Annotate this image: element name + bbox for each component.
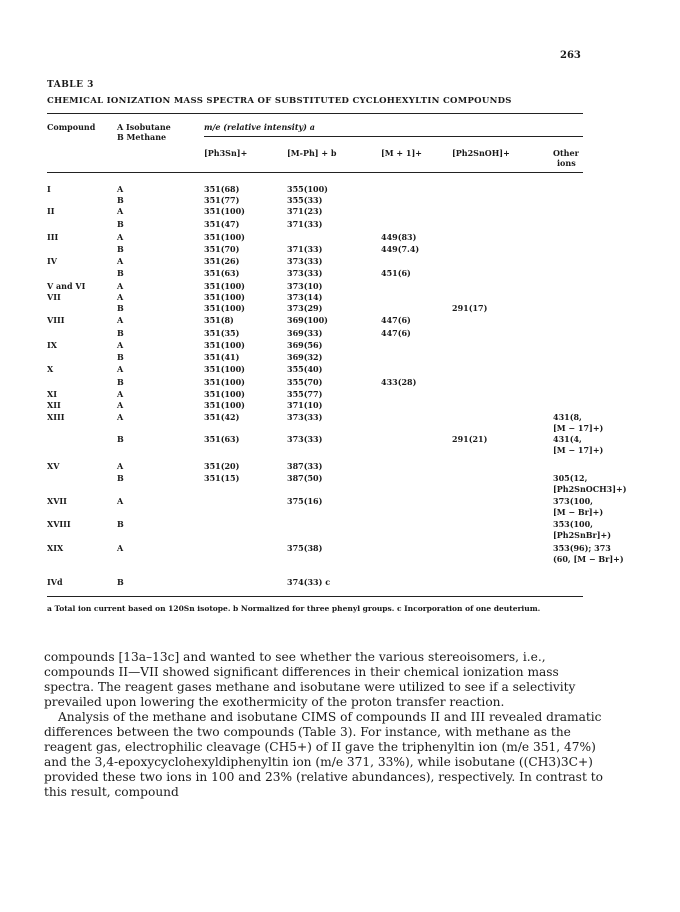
cell-mph: 373(29)	[287, 303, 323, 313]
cell-compound: XIX	[47, 543, 64, 553]
page-number: 263	[560, 50, 581, 61]
cell-compound: I	[47, 184, 51, 194]
cell-ph3sn: 351(100)	[204, 303, 245, 313]
cell-ph3sn: 351(68)	[204, 184, 240, 194]
cell-mph: 355(100)	[287, 184, 328, 194]
cell-reagent: A	[117, 232, 124, 242]
cell-mph: 371(33)	[287, 219, 323, 229]
cell-ph3sn: 351(100)	[204, 389, 245, 399]
cell-mph: 373(14)	[287, 292, 323, 302]
table-header-rule	[47, 172, 583, 173]
cell-ph3sn: 351(26)	[204, 256, 240, 266]
cell-reagent: B	[117, 195, 124, 205]
cell-compound: XVIII	[47, 519, 71, 529]
table-title: CHEMICAL IONIZATION MASS SPECTRA OF SUBSTITUTED CYCLOHEXYLTIN COMPOUNDS	[47, 96, 512, 106]
cell-reagent: B	[117, 434, 124, 444]
header-compound: Compound	[47, 122, 96, 132]
cell-mph: 387(50)	[287, 473, 323, 483]
cell-compound: IVd	[47, 577, 63, 587]
cell-reagent: A	[117, 461, 124, 471]
cell-other-ions: [M − 17]+)	[553, 445, 604, 455]
cell-reagent: A	[117, 292, 124, 302]
table-bottom-rule	[47, 596, 583, 597]
cell-compound: IV	[47, 256, 57, 266]
header-reagent-methane: B Methane	[117, 132, 167, 142]
cell-ph3sn: 351(100)	[204, 281, 245, 291]
cell-reagent: A	[117, 400, 124, 410]
cell-ph3sn: 351(63)	[204, 268, 240, 278]
cell-ph3sn: 351(100)	[204, 340, 245, 350]
header-other-2: ions	[557, 158, 576, 168]
cell-reagent: B	[117, 352, 124, 362]
cell-reagent: B	[117, 219, 124, 229]
cell-reagent: B	[117, 473, 124, 483]
cell-other-ions: [M − 17]+)	[553, 423, 604, 433]
cell-other-ions: 431(8,	[553, 412, 582, 422]
body-paragraph-1: compounds [13a–13c] and wanted to see whether the various stereoisomers, i.e., compounds II—VII showed significant differences in their chemical ionization mass spectra. The reagent gases methane and isobutane were utilized to see if a selectivity prevailed upon lowering the exothermicity of the proton transfer reaction.	[44, 650, 576, 709]
cell-m1: 451(6)	[381, 268, 411, 278]
header-other-1: Other	[553, 148, 579, 158]
cell-other-ions: 431(4,	[553, 434, 582, 444]
cell-reagent: A	[117, 315, 124, 325]
table-label: TABLE 3	[47, 80, 94, 90]
cell-mph: 375(38)	[287, 543, 323, 553]
cell-m1: 447(6)	[381, 315, 411, 325]
header-reagent-isobutane: A Isobutane	[117, 122, 171, 132]
cell-ph3sn: 351(100)	[204, 364, 245, 374]
cell-reagent: B	[117, 377, 124, 387]
cell-reagent: B	[117, 519, 124, 529]
body-paragraph-2: Analysis of the methane and isobutane CIMS of compounds II and III revealed dramatic differences between the two compounds (Table 3). For instance, with methane as the reagent gas, electrophilic cleavage (CH5+) of II gave the triphenyltin ion (m/e 351, 47%) and the 3,4-epoxycyclohexyldiphenyltin ion (m/e 371, 33%), while isobutane ((CH3)3C+) provided these two ions in 100 and 23% (relative abundances), respectively. In contrast to this result, compound	[44, 710, 603, 799]
table-top-rule	[47, 113, 583, 114]
header-m1: [M + 1]+	[381, 148, 422, 158]
header-mph: [M-Ph] + b	[287, 148, 337, 158]
cell-reagent: B	[117, 303, 124, 313]
cell-mph: 369(33)	[287, 328, 323, 338]
cell-reagent: B	[117, 577, 124, 587]
cell-ph3sn: 351(15)	[204, 473, 240, 483]
cell-m1: 449(83)	[381, 232, 417, 242]
cell-compound: XVII	[47, 496, 67, 506]
cell-other-ions: 353(100,	[553, 519, 593, 529]
cell-ph3sn: 351(47)	[204, 219, 240, 229]
cell-ph3sn: 351(77)	[204, 195, 240, 205]
cell-other-ions: 373(100,	[553, 496, 593, 506]
cell-ph2snoh: 291(21)	[452, 434, 488, 444]
cell-reagent: A	[117, 184, 124, 194]
cell-mph: 371(33)	[287, 244, 323, 254]
cell-ph3sn: 351(70)	[204, 244, 240, 254]
cell-mph: 374(33) c	[287, 577, 331, 587]
cell-compound: IX	[47, 340, 57, 350]
cell-reagent: A	[117, 364, 124, 374]
cell-mph: 373(33)	[287, 412, 323, 422]
cell-other-ions: [Ph2SnOCH3]+)	[553, 484, 627, 494]
cell-ph3sn: 351(42)	[204, 412, 240, 422]
cell-ph3sn: 351(100)	[204, 292, 245, 302]
cell-ph3sn: 351(41)	[204, 352, 240, 362]
cell-reagent: A	[117, 340, 124, 350]
cell-other-ions: 305(12,	[553, 473, 588, 483]
cell-ph3sn: 351(8)	[204, 315, 234, 325]
cell-ph2snoh: 291(17)	[452, 303, 488, 313]
cell-compound: VIII	[47, 315, 65, 325]
header-mz: m/e (relative intensity) a	[204, 122, 315, 132]
cell-reagent: B	[117, 268, 124, 278]
cell-ph3sn: 351(63)	[204, 434, 240, 444]
header-mz-rule	[204, 136, 583, 137]
cell-m1: 449(7.4)	[381, 244, 420, 254]
cell-other-ions: 353(96); 373	[553, 543, 611, 553]
cell-ph3sn: 351(20)	[204, 461, 240, 471]
cell-reagent: A	[117, 256, 124, 266]
cell-m1: 447(6)	[381, 328, 411, 338]
cell-mph: 369(100)	[287, 315, 328, 325]
table-footnote: a Total ion current based on 120Sn isotope. b Normalized for three phenyl groups. c Incorporation of one deuterium.	[47, 604, 541, 613]
cell-compound: XI	[47, 389, 57, 399]
cell-mph: 369(32)	[287, 352, 323, 362]
cell-compound: V and VI	[47, 281, 86, 291]
cell-reagent: B	[117, 244, 124, 254]
header-ph3sn: [Ph3Sn]+	[204, 148, 248, 158]
cell-ph3sn: 351(100)	[204, 400, 245, 410]
cell-ph3sn: 351(100)	[204, 377, 245, 387]
cell-reagent: A	[117, 281, 124, 291]
cell-mph: 387(33)	[287, 461, 323, 471]
cell-reagent: A	[117, 412, 124, 422]
cell-ph3sn: 351(100)	[204, 206, 245, 216]
cell-other-ions: [M − Br]+)	[553, 507, 604, 517]
cell-mph: 373(33)	[287, 434, 323, 444]
cell-mph: 373(10)	[287, 281, 323, 291]
cell-compound: II	[47, 206, 55, 216]
cell-mph: 371(10)	[287, 400, 323, 410]
cell-ph3sn: 351(35)	[204, 328, 240, 338]
cell-mph: 371(23)	[287, 206, 323, 216]
cell-mph: 355(70)	[287, 377, 323, 387]
cell-mph: 355(40)	[287, 364, 323, 374]
cell-reagent: A	[117, 206, 124, 216]
body-text	[44, 650, 604, 800]
cell-compound: X	[47, 364, 54, 374]
cell-compound: XV	[47, 461, 60, 471]
cell-compound: XIII	[47, 412, 65, 422]
cell-ph3sn: 351(100)	[204, 232, 245, 242]
cell-other-ions: [Ph2SnBr]+)	[553, 530, 612, 540]
cell-reagent: A	[117, 389, 124, 399]
cell-mph: 373(33)	[287, 268, 323, 278]
cell-mph: 355(33)	[287, 195, 323, 205]
cell-mph: 355(77)	[287, 389, 323, 399]
cell-compound: XII	[47, 400, 61, 410]
cell-m1: 433(28)	[381, 377, 417, 387]
cell-reagent: A	[117, 543, 124, 553]
header-ph2snoh: [Ph2SnOH]+	[452, 148, 510, 158]
cell-compound: VII	[47, 292, 61, 302]
cell-reagent: A	[117, 496, 124, 506]
cell-other-ions: (60, [M − Br]+)	[553, 554, 624, 564]
cell-mph: 369(56)	[287, 340, 323, 350]
cell-reagent: B	[117, 328, 124, 338]
cell-mph: 373(33)	[287, 256, 323, 266]
cell-compound: III	[47, 232, 59, 242]
cell-mph: 375(16)	[287, 496, 323, 506]
